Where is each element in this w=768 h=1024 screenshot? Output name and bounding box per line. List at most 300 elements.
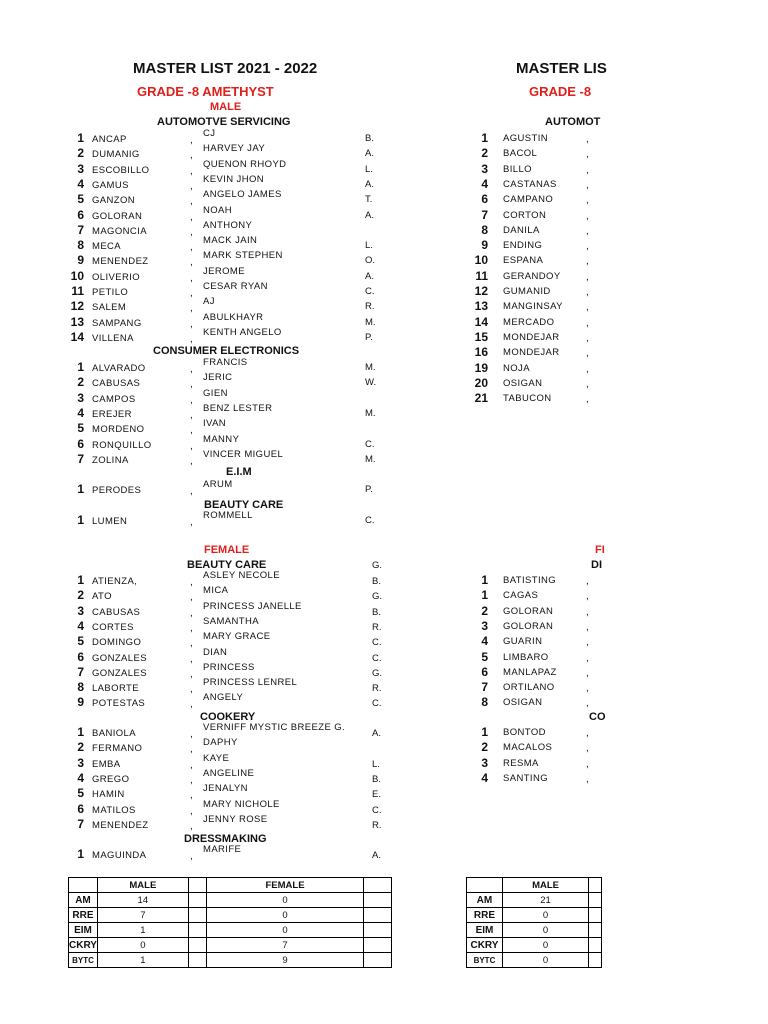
row-number: 7 (481, 680, 488, 695)
surname: GUMANID (503, 286, 551, 297)
middle-initial: G. (372, 591, 383, 603)
row-number: 14 (474, 314, 488, 329)
separator-comma: , (586, 348, 589, 360)
summary-row (69, 908, 392, 923)
summary-male-count: 0 (502, 938, 588, 953)
row-number: 3 (481, 618, 488, 633)
row-number: 14 (70, 329, 84, 344)
surname: CABUSAS (92, 378, 141, 390)
separator-comma: , (190, 180, 193, 192)
summary-spacer (188, 953, 206, 968)
given-name: MARIFE (203, 844, 242, 855)
row-number: 4 (77, 176, 84, 191)
surname: DOMINGO (92, 637, 142, 649)
surname: FERMANO (92, 743, 143, 755)
row-number: 6 (77, 649, 84, 664)
summary-spacer (188, 893, 206, 908)
section-initial: G. (372, 560, 383, 571)
surname: POTESTAS (92, 698, 146, 710)
row-number: 6 (77, 801, 84, 816)
separator-comma: , (586, 332, 589, 344)
surname: ATO (92, 591, 112, 603)
surname: MECA (92, 241, 122, 253)
surname: BANIOLA (92, 728, 136, 739)
row-number: 5 (77, 634, 84, 649)
summary-label: RRE (467, 908, 503, 923)
middle-initial: P. (365, 331, 373, 343)
surname: MACALOS (503, 742, 553, 754)
summary-row (467, 953, 602, 968)
summary-spacer (589, 923, 602, 938)
separator-comma: , (190, 440, 193, 452)
surname: OSIGAN (503, 377, 543, 389)
row-number: 15 (474, 329, 488, 344)
summary-corner (467, 878, 503, 893)
surname: AGUSTIN (503, 133, 549, 144)
separator-comma: , (586, 394, 589, 406)
given-name: KAYE (203, 752, 230, 764)
summary-label: AM (69, 893, 98, 908)
given-name: MACK JAIN (203, 235, 258, 247)
separator-comma: , (586, 225, 589, 237)
row-number: 12 (474, 284, 488, 298)
middle-initial: O. (365, 255, 376, 267)
middle-initial: M. (365, 362, 376, 373)
summary-spacer (589, 908, 602, 923)
separator-comma: , (190, 303, 193, 315)
given-name: ROMMELL (203, 510, 253, 521)
summary-male-count: 1 (97, 923, 188, 938)
separator-comma: , (190, 165, 193, 177)
summary-label: BYTC (467, 953, 503, 968)
given-name: DIAN (203, 646, 228, 658)
row-number: 10 (70, 268, 84, 283)
section-heading: COOKERY (200, 711, 256, 723)
middle-initial: T. (365, 194, 373, 206)
given-name: PRINCESS LENREL (203, 677, 298, 689)
row-number: 2 (77, 146, 84, 161)
surname: MANGINSAY (503, 301, 563, 313)
surname: DANILA (503, 224, 540, 236)
separator-comma: , (586, 164, 589, 176)
surname: GUARIN (503, 636, 543, 648)
surname: ANCAP (92, 134, 127, 145)
separator-comma: , (586, 210, 589, 222)
row-number: 4 (481, 770, 488, 785)
middle-initial: C. (365, 438, 375, 450)
given-name: MICA (203, 585, 229, 597)
summary-female-header: FEMALE (207, 878, 364, 893)
surname: ENDING (503, 240, 543, 252)
surname: ORTILANO (503, 682, 555, 694)
row-number: 8 (481, 222, 488, 237)
middle-initial: B. (372, 773, 381, 785)
middle-initial: E. (372, 789, 381, 801)
given-name: GIEN (203, 387, 228, 399)
separator-comma: , (586, 606, 589, 618)
separator-comma: , (190, 196, 193, 208)
row-number: 5 (77, 192, 84, 207)
summary-male-count: 0 (502, 953, 588, 968)
separator-comma: , (586, 256, 589, 268)
summary-spacer (589, 878, 602, 893)
separator-comma: , (586, 271, 589, 283)
row-number: 5 (77, 786, 84, 801)
surname: CASTANAS (503, 178, 557, 190)
summary-row (69, 953, 392, 968)
given-name: JEROME (203, 265, 245, 277)
given-name: QUENON RHOYD (203, 158, 287, 170)
row-number: 19 (474, 360, 488, 375)
row-number: 4 (77, 770, 84, 785)
given-name: IVAN (203, 418, 227, 430)
right-title: MASTER LIS (516, 60, 607, 77)
row-number: 7 (77, 664, 84, 679)
summary-female-count: 0 (207, 923, 364, 938)
summary-row (69, 938, 392, 953)
row-number: 1 (481, 588, 488, 603)
separator-comma: , (190, 668, 193, 680)
middle-initial: B. (372, 606, 381, 618)
middle-initial: C. (372, 652, 382, 664)
given-name: ARUM (203, 479, 233, 490)
row-number: 9 (77, 253, 84, 268)
surname: HAMIN (92, 789, 125, 801)
separator-comma: , (190, 288, 193, 299)
separator-comma: , (586, 149, 589, 161)
summary-female-count: 0 (207, 893, 364, 908)
separator-comma: , (190, 744, 193, 756)
given-name: PRINCESS JANELLE (203, 600, 302, 612)
middle-initial: W. (365, 377, 377, 389)
right-grade: GRADE -8 (529, 84, 592, 99)
separator-comma: , (190, 226, 193, 238)
given-name: ANGELINE (203, 767, 255, 779)
middle-initial: L. (365, 240, 373, 252)
row-number: 11 (475, 268, 488, 283)
separator-comma: , (190, 486, 193, 497)
surname: GOLORAN (503, 620, 554, 632)
row-number: 2 (481, 146, 488, 161)
surname: EREJER (92, 408, 132, 420)
summary-label: RRE (69, 908, 98, 923)
row-number: 1 (481, 725, 488, 739)
given-name: JERIC (203, 372, 233, 384)
summary-label: EIM (467, 923, 503, 938)
given-name: MARY NICHOLE (203, 798, 280, 810)
given-name: ABULKHAYR (203, 311, 264, 323)
given-name: NOAH (203, 204, 233, 216)
middle-initial: R. (372, 819, 382, 831)
given-name: BENZ LESTER (203, 402, 273, 414)
middle-initial: A. (365, 270, 374, 282)
summary-corner (69, 878, 98, 893)
left-female-label: FEMALE (204, 544, 250, 556)
given-name: ASLEY NECOLE (203, 570, 280, 581)
separator-comma: , (190, 699, 193, 711)
surname: SAMPANG (92, 317, 142, 329)
surname: RONQUILLO (92, 439, 152, 451)
separator-comma: , (190, 592, 193, 604)
section-heading: BEAUTY CARE (187, 559, 267, 571)
middle-initial: R. (365, 301, 375, 313)
given-name: PRINCESS (203, 661, 255, 673)
row-number: 6 (77, 436, 84, 451)
separator-comma: , (190, 409, 193, 421)
separator-comma: , (190, 638, 193, 650)
given-name: VINCER MIGUEL (203, 448, 284, 460)
given-name: HARVEY JAY (203, 143, 266, 155)
row-number: 9 (481, 238, 488, 253)
left-summary-table (68, 877, 392, 968)
row-number: 7 (481, 207, 488, 222)
separator-comma: , (586, 621, 589, 633)
separator-comma: , (190, 820, 193, 832)
summary-label: CKRY (467, 938, 503, 953)
surname: VILLENA (92, 332, 134, 344)
summary-female-count: 0 (207, 908, 364, 923)
summary-extra (363, 878, 391, 893)
middle-initial: B. (372, 576, 381, 587)
surname: LABORTE (92, 683, 139, 695)
surname: NOJA (503, 362, 530, 374)
row-number: 7 (77, 451, 84, 466)
surname: BATISTING (503, 575, 557, 586)
separator-comma: , (190, 607, 193, 619)
summary-label: EIM (69, 923, 98, 938)
separator-comma: , (190, 774, 193, 786)
surname: BACOL (503, 148, 538, 160)
surname: CAMPANO (503, 194, 554, 206)
row-number: 16 (474, 345, 488, 360)
middle-initial: L. (372, 758, 380, 770)
summary-male-count: 1 (97, 953, 188, 968)
separator-comma: , (586, 302, 589, 314)
given-name: VERNIFF MYSTIC BREEZE G. (203, 722, 346, 733)
middle-initial: A. (365, 209, 374, 221)
separator-comma: , (586, 683, 589, 695)
separator-comma: , (586, 652, 589, 664)
row-number: 5 (481, 649, 488, 664)
middle-initial: C. (372, 804, 382, 816)
given-name: AJ (203, 296, 215, 308)
summary-female-count: 7 (207, 938, 364, 953)
summary-spacer (188, 923, 206, 938)
separator-comma: , (190, 577, 193, 588)
summary-extra (363, 893, 391, 908)
row-number: 2 (77, 375, 84, 390)
row-number: 1 (77, 573, 84, 587)
right-summary-table (466, 877, 602, 968)
summary-spacer (589, 938, 602, 953)
middle-initial: A. (365, 178, 374, 190)
separator-comma: , (586, 743, 589, 755)
section-heading: E.I.M (226, 466, 252, 478)
separator-comma: , (586, 363, 589, 375)
left-grade: GRADE -8 AMETHYST (137, 84, 274, 99)
row-number: 8 (77, 238, 84, 253)
given-name: ANGELO JAMES (203, 189, 282, 201)
surname: GONZALES (92, 652, 147, 664)
separator-comma: , (190, 759, 193, 771)
row-number: 2 (481, 740, 488, 755)
section-heading: DRESSMAKING (184, 833, 267, 845)
row-number: 6 (481, 664, 488, 679)
middle-initial: R. (372, 621, 382, 633)
summary-male-count: 14 (97, 893, 188, 908)
given-name: MARY GRACE (203, 631, 271, 643)
surname: BONTOD (503, 727, 546, 738)
row-number: 9 (77, 695, 84, 710)
row-number: 13 (70, 314, 84, 329)
row-number: 3 (77, 161, 84, 176)
separator-comma: , (586, 698, 589, 710)
row-number: 8 (77, 680, 84, 695)
middle-initial: L. (365, 163, 373, 175)
separator-comma: , (190, 135, 193, 146)
surname: LUMEN (92, 516, 128, 527)
summary-label: CKRY (69, 939, 97, 951)
row-number: 7 (77, 222, 84, 237)
surname: MAGUINDA (92, 850, 147, 861)
row-number: 2 (77, 740, 84, 755)
given-name: JENALYN (203, 783, 248, 795)
surname: MORDENO (92, 424, 145, 436)
surname: ESPANA (503, 255, 544, 267)
separator-comma: , (586, 241, 589, 253)
summary-row (69, 893, 392, 908)
surname: GERANDOY (503, 270, 561, 282)
left-male-label: MALE (210, 101, 242, 113)
surname: CABUSAS (92, 606, 141, 618)
row-number: 3 (77, 390, 84, 405)
row-number: 1 (77, 131, 84, 145)
given-name: CJ (203, 128, 216, 139)
summary-male-header: MALE (97, 878, 188, 893)
row-number: 2 (481, 603, 488, 618)
surname: SALEM (92, 302, 127, 314)
surname: MERCADO (503, 316, 555, 328)
middle-initial: B. (365, 133, 374, 144)
summary-extra (363, 923, 391, 938)
surname: PETILO (92, 287, 129, 298)
row-number: 11 (71, 284, 84, 298)
surname: GANZON (92, 195, 136, 207)
separator-comma: , (586, 287, 589, 298)
middle-initial: A. (372, 728, 381, 739)
row-number: 1 (481, 131, 488, 145)
row-number: 4 (481, 634, 488, 649)
separator-comma: , (190, 455, 193, 467)
summary-male-header: MALE (502, 878, 588, 893)
surname: ESCOBILLO (92, 164, 150, 176)
surname: MAGONCIA (92, 225, 147, 237)
row-number: 4 (481, 176, 488, 191)
surname: DUMANIG (92, 149, 140, 161)
separator-comma: , (190, 257, 193, 269)
given-name: ANTHONY (203, 219, 253, 231)
separator-comma: , (190, 150, 193, 162)
surname: MONDEJAR (503, 331, 560, 343)
row-number: 1 (77, 360, 84, 374)
surname: GONZALES (92, 667, 147, 679)
surname: SANTING (503, 772, 549, 784)
separator-comma: , (586, 758, 589, 770)
summary-row (467, 893, 602, 908)
surname: MATILOS (92, 804, 136, 816)
row-number: 21 (474, 391, 488, 406)
separator-comma: , (190, 622, 193, 634)
row-number: 1 (77, 725, 84, 739)
separator-comma: , (586, 134, 589, 145)
section-heading: AUTOMOTVE SERVICING (157, 116, 291, 128)
separator-comma: , (190, 242, 193, 254)
summary-header-row (69, 878, 392, 893)
section-heading: CONSUMER ELECTRONICS (153, 345, 300, 357)
middle-initial: C. (372, 637, 382, 649)
row-number: 13 (474, 299, 488, 314)
surname: OSIGAN (503, 697, 543, 709)
separator-comma: , (586, 728, 589, 739)
separator-comma: , (586, 591, 589, 603)
given-name: MARK STEPHEN (203, 250, 283, 262)
separator-comma: , (586, 773, 589, 785)
surname: GOLORAN (503, 605, 554, 617)
summary-row (467, 938, 602, 953)
summary-row (69, 923, 392, 938)
surname: OLIVERIO (92, 271, 141, 283)
summary-spacer (188, 938, 206, 953)
row-number: 3 (481, 161, 488, 176)
row-number: 4 (77, 618, 84, 633)
row-number: 1 (77, 513, 84, 527)
given-name: MANNY (203, 433, 240, 445)
row-number: 3 (481, 755, 488, 770)
summary-male-count: 0 (502, 923, 588, 938)
separator-comma: , (190, 394, 193, 406)
separator-comma: , (190, 333, 193, 345)
separator-comma: , (586, 317, 589, 329)
surname: TABUCON (503, 393, 552, 405)
middle-initial: C. (365, 286, 375, 297)
middle-initial: M. (365, 316, 376, 328)
left-title: MASTER LIST 2021 - 2022 (133, 60, 318, 77)
middle-initial: M. (365, 407, 376, 419)
row-number: 3 (77, 755, 84, 770)
summary-label: AM (467, 893, 503, 908)
surname: MENENDEZ (92, 256, 149, 268)
row-number: 6 (481, 192, 488, 207)
separator-comma: , (190, 211, 193, 223)
given-name: ANGELY (203, 692, 244, 704)
middle-initial: C. (365, 515, 375, 526)
surname: BILLO (503, 163, 532, 175)
row-number: 7 (77, 816, 84, 831)
right-male-section: AUTOMOT (545, 116, 601, 128)
row-number: 3 (77, 603, 84, 618)
right-female-section-2: CO (589, 711, 606, 723)
separator-comma: , (586, 378, 589, 390)
row-number: 1 (77, 482, 84, 496)
given-name: SAMANTHA (203, 615, 259, 627)
given-name: KEVIN JHON (203, 173, 265, 185)
summary-label: BYTC (69, 953, 98, 968)
surname: CORTES (92, 621, 134, 633)
separator-comma: , (190, 318, 193, 330)
surname: CAMPOS (92, 393, 136, 405)
surname: CAGAS (503, 590, 539, 602)
summary-female-count: 9 (207, 953, 364, 968)
